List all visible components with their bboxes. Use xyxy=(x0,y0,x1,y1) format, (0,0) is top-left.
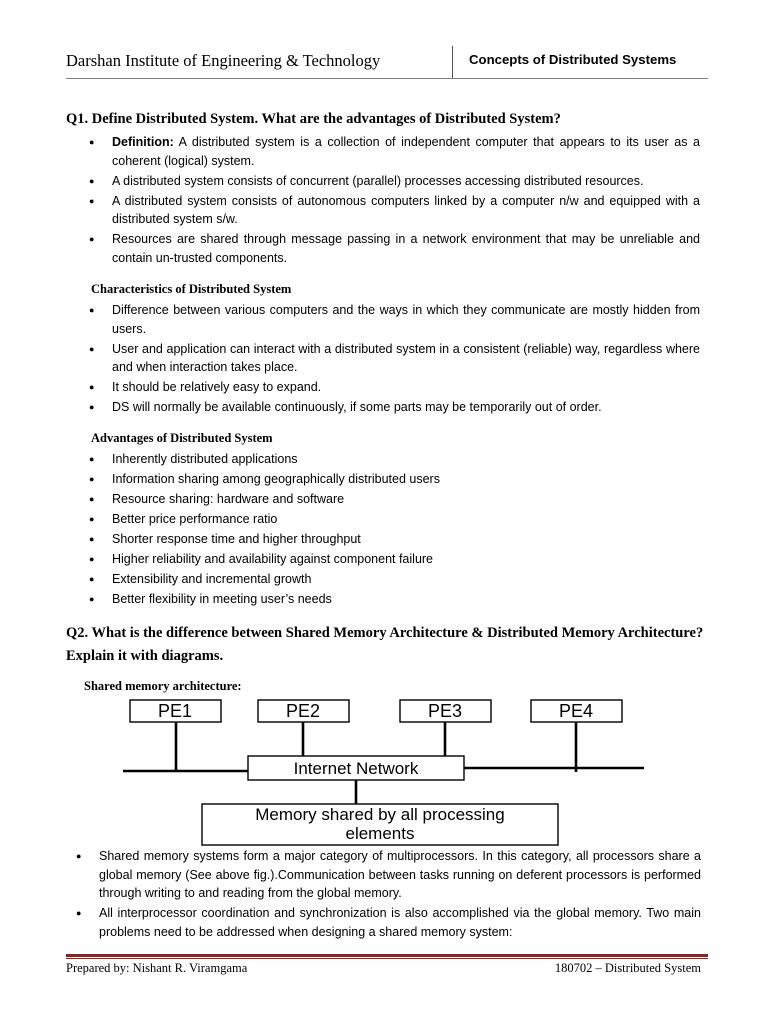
list-item: ● Shared memory systems form a major category of multiprocessors. In this category, all processors share a global memory (See above fig.).Communication between tasks running on deferent processors is performed through writing to and reading from the global memory. xyxy=(75,847,701,903)
list-item: ● Higher reliability and availability against component failure xyxy=(88,550,700,569)
list-item: ● Extensibility and incremental growth xyxy=(88,570,700,589)
pe3-label: PE3 xyxy=(427,701,463,721)
advantages-list xyxy=(88,450,700,610)
footer-prepared-by: Prepared by: Nishant R. Viramgama xyxy=(66,961,248,975)
list-item: ● All interprocessor coordination and synchronization is also accomplished via the global memory. Two main problems need to be addressed when designing a shared memory system: xyxy=(75,904,701,941)
list-item: ● Information sharing among geographically distributed users xyxy=(88,470,700,489)
list-item: ● It should be relatively easy to expand. xyxy=(88,378,700,397)
advantages-heading: Advantages of Distributed System xyxy=(91,431,273,445)
list-item: ● Better flexibility in meeting user’s needs xyxy=(88,590,700,609)
shared-memory-heading: Shared memory architecture: xyxy=(84,679,242,693)
header-institute: Darshan Institute of Engineering & Technology xyxy=(66,51,381,70)
list-item: ● Resource sharing: hardware and software xyxy=(88,490,700,509)
list-item: ● A distributed system consists of concurrent (parallel) processes accessing distributed resources. xyxy=(88,172,700,191)
footer-rule xyxy=(66,954,708,957)
pe2-label: PE2 xyxy=(285,701,321,721)
list-item: ● Better price performance ratio xyxy=(88,510,700,529)
memory-label-line2: elements xyxy=(345,824,415,843)
header-subject: Concepts of Distributed Systems xyxy=(469,52,677,67)
q1-title: Q1. Define Distributed System. What are the advantages of Distributed System? xyxy=(66,111,561,127)
pe4-label: PE4 xyxy=(558,701,594,721)
list-item: ● Shorter response time and higher throughput xyxy=(88,530,700,549)
list-item: ● A distributed system consists of autonomous computers linked by a computer n/w and equipped with a distributed system s/w. xyxy=(88,192,700,229)
q2-bullet-list xyxy=(75,847,701,943)
footer-course: 180702 – Distributed System xyxy=(554,961,701,975)
network-label: Internet Network xyxy=(293,759,419,778)
pe1-label: PE1 xyxy=(157,701,193,721)
definition-text: A distributed system is a collection of independent computer that appears to its user as a coherent (logical) system. xyxy=(112,135,700,168)
memory-label-line1: Memory shared by all processing xyxy=(255,805,505,824)
list-item: ● DS will normally be available continuously, if some parts may be temporarily out of order. xyxy=(88,398,700,417)
list-item: ● Difference between various computers and the ways in which they communicate are mostly hidden from users. xyxy=(88,301,700,338)
definition-item xyxy=(88,133,700,170)
header-separator xyxy=(452,46,453,79)
list-item: ● Inherently distributed applications xyxy=(88,450,700,469)
definition-term: Definition: xyxy=(112,135,174,149)
q2-title: Q2. What is the difference between Shared Memory Architecture & Distributed Memory Architecture? Explain it with diagrams. xyxy=(66,625,704,664)
characteristics-heading: Characteristics of Distributed System xyxy=(91,282,292,296)
shared-memory-diagram xyxy=(118,694,648,846)
footer-rule-thin xyxy=(66,958,708,959)
list-item: ● Resources are shared through message passing in a network environment that may be unreliable and contain un-trusted components. xyxy=(88,230,700,267)
list-item: ● User and application can interact with a distributed system in a consistent (reliable) way, regardless where and when interaction takes place. xyxy=(88,340,700,377)
characteristics-list xyxy=(88,301,700,418)
q1-bullet-list xyxy=(88,133,700,269)
header-rule xyxy=(66,78,708,79)
